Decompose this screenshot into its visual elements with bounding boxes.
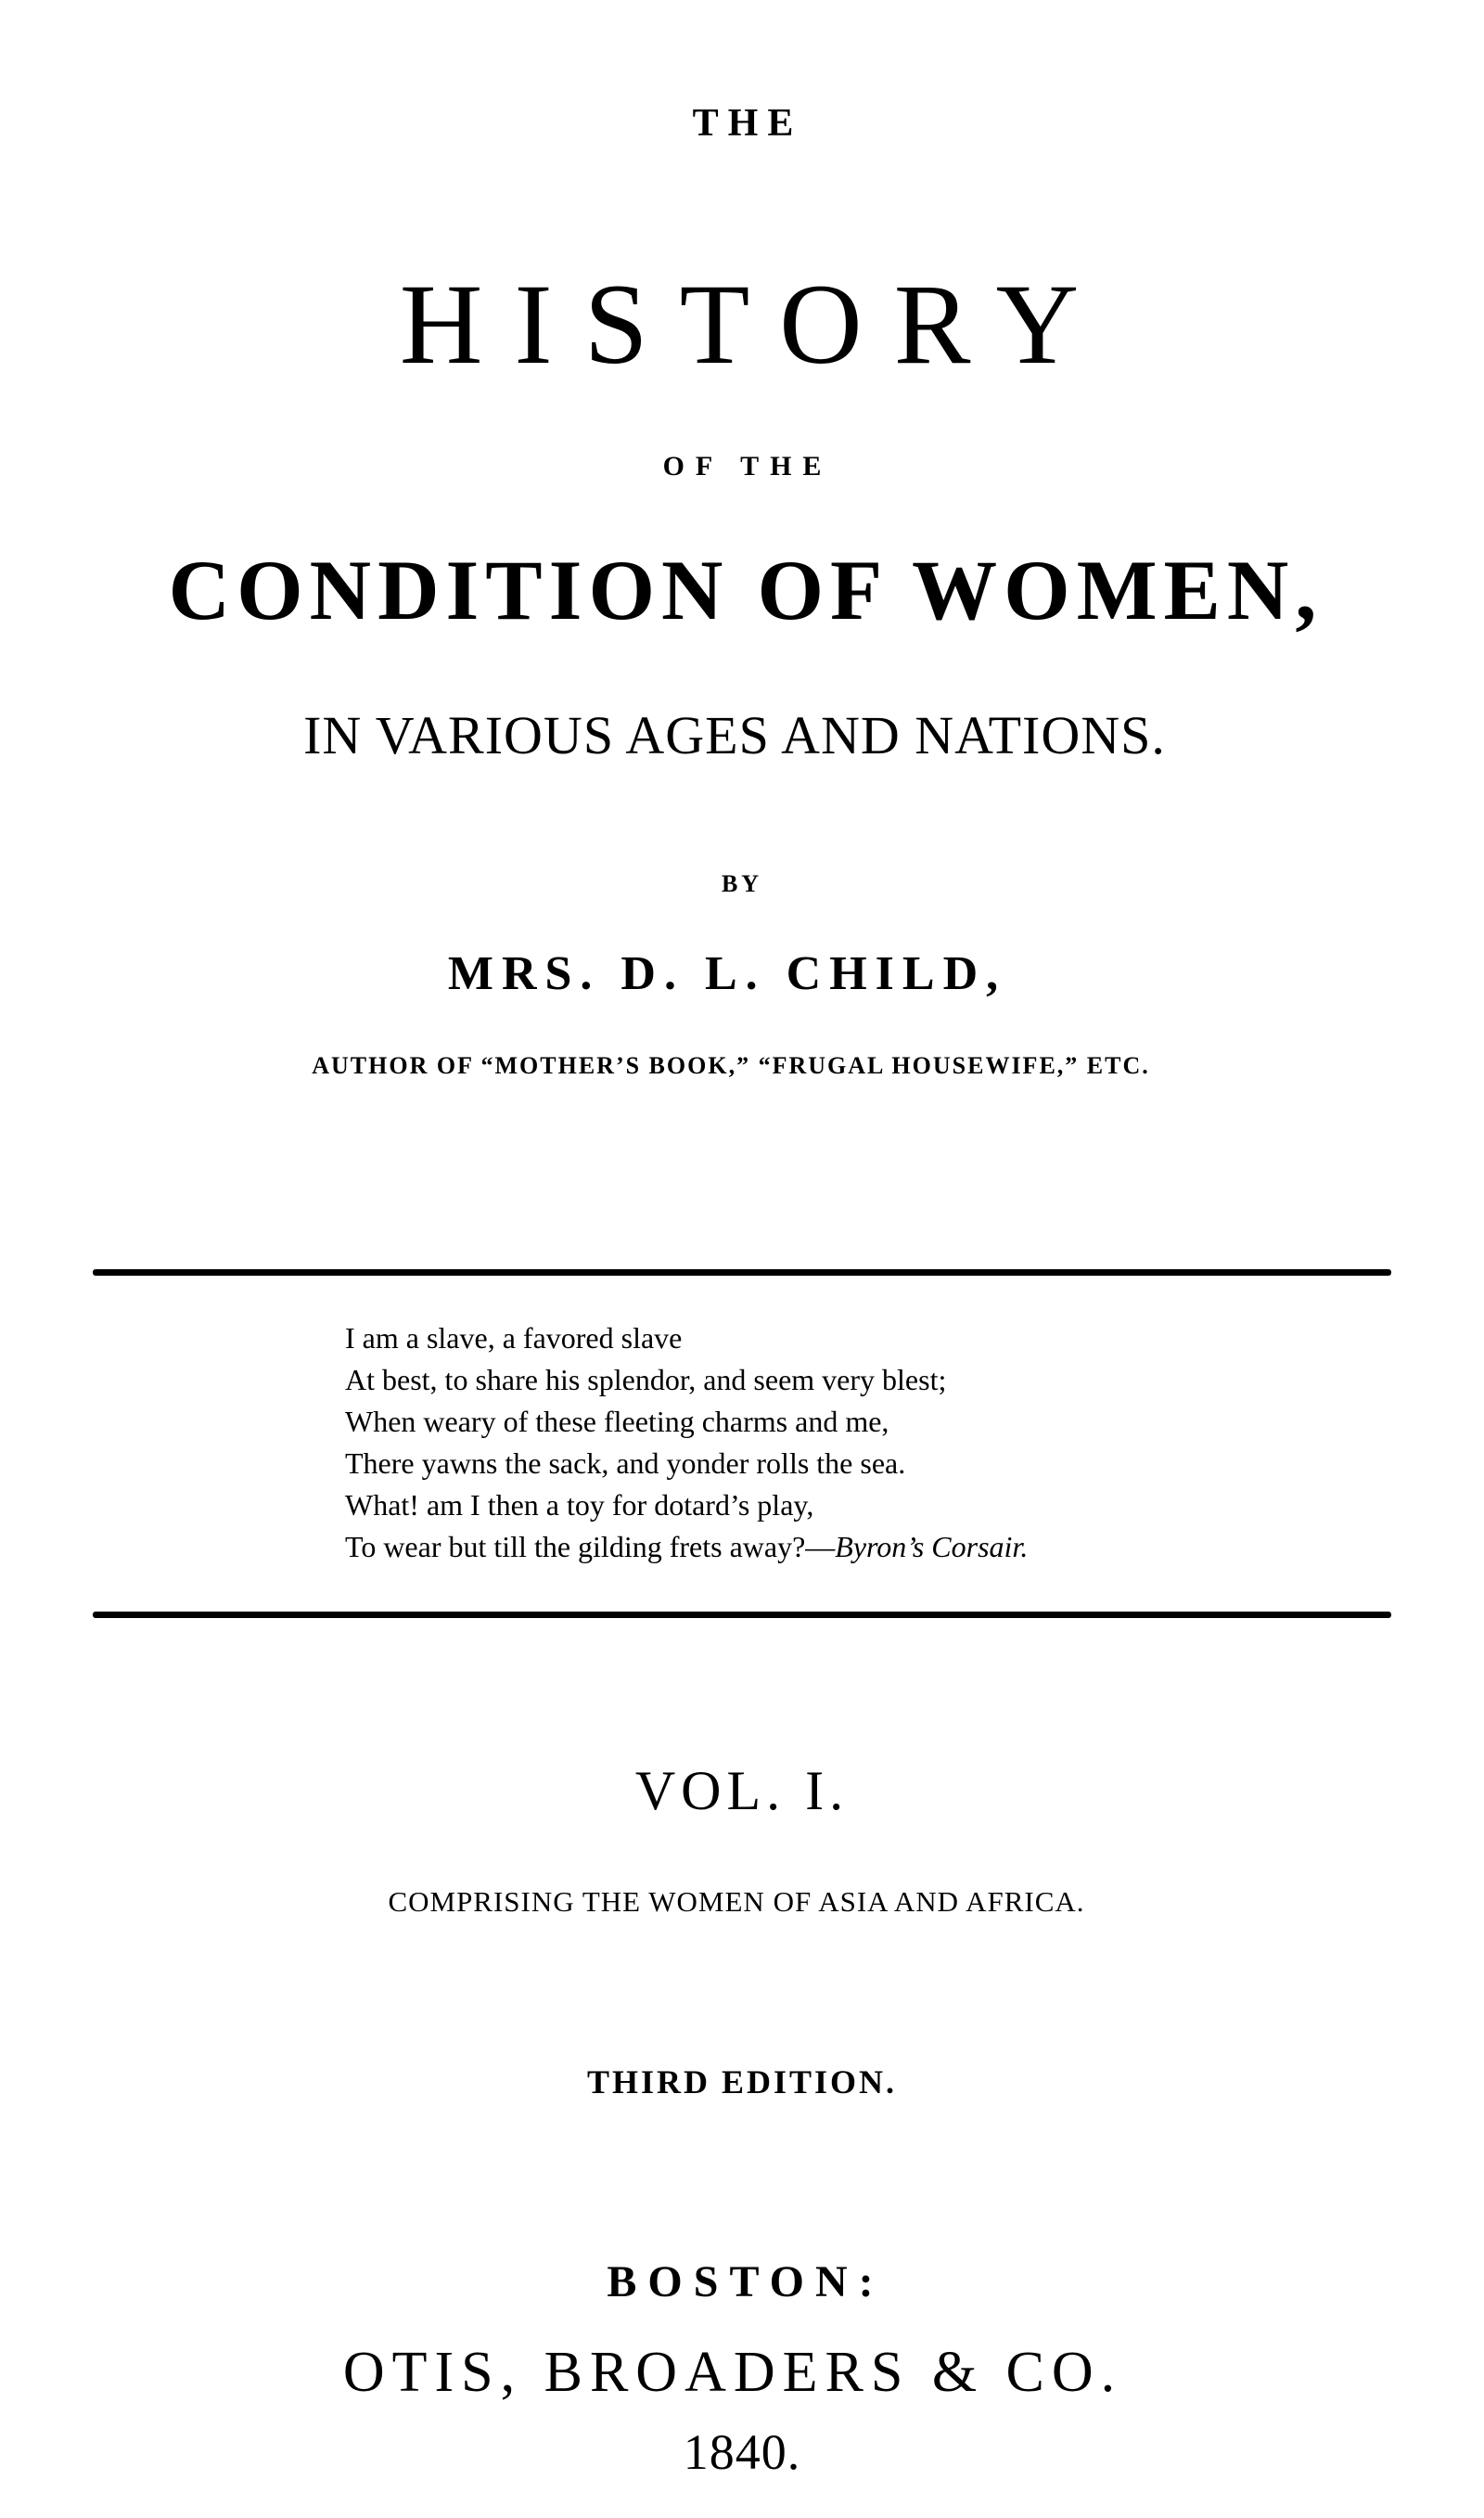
epigraph-line: I am a slave, a favored slave bbox=[345, 1321, 683, 1355]
author-works: AUTHOR OF “MOTHER’S BOOK,” “FRUGAL HOUSEWIFE,” ETC. bbox=[312, 1052, 1150, 1079]
volume-contents: COMPRISING THE WOMEN OF ASIA AND AFRICA. bbox=[388, 1885, 1085, 1918]
imprint-city: BOSTON: bbox=[607, 2257, 885, 2306]
epigraph-line: What! am I then a toy for dotard’s play, bbox=[345, 1488, 814, 1522]
title-the: THE bbox=[692, 102, 803, 145]
by-label: BY bbox=[721, 870, 763, 897]
imprint-publisher: OTIS, BROADERS & CO. bbox=[342, 2341, 1123, 2404]
epigraph-line-text: To wear but till the gilding frets away?— bbox=[345, 1530, 836, 1563]
epigraph-line: There yawns the sack, and yonder rolls the sea. bbox=[345, 1446, 906, 1480]
title-of-the: OF THE bbox=[662, 451, 833, 482]
epigraph bbox=[345, 1317, 1365, 1568]
edition: THIRD EDITION. bbox=[586, 2063, 898, 2100]
epigraph-line: When weary of these fleeting charms and me, bbox=[345, 1405, 889, 1438]
bottom-rule bbox=[93, 1612, 1391, 1618]
author-name: MRS. D. L. CHILD, bbox=[447, 947, 1007, 1000]
epigraph-attribution: Byron’s Corsair. bbox=[835, 1530, 1029, 1563]
volume-label: VOL. I. bbox=[634, 1760, 850, 1821]
epigraph-line-last bbox=[345, 1526, 1365, 1568]
subtitle: IN VARIOUS AGES AND NATIONS. bbox=[303, 705, 1166, 765]
title-condition-of-women: CONDITION OF WOMEN, bbox=[168, 543, 1324, 637]
top-rule bbox=[93, 1269, 1391, 1276]
imprint-year: 1840. bbox=[683, 2424, 801, 2480]
epigraph-line: At best, to share his splendor, and seem very blest; bbox=[345, 1363, 947, 1396]
title-history: HISTORY bbox=[399, 261, 1111, 388]
